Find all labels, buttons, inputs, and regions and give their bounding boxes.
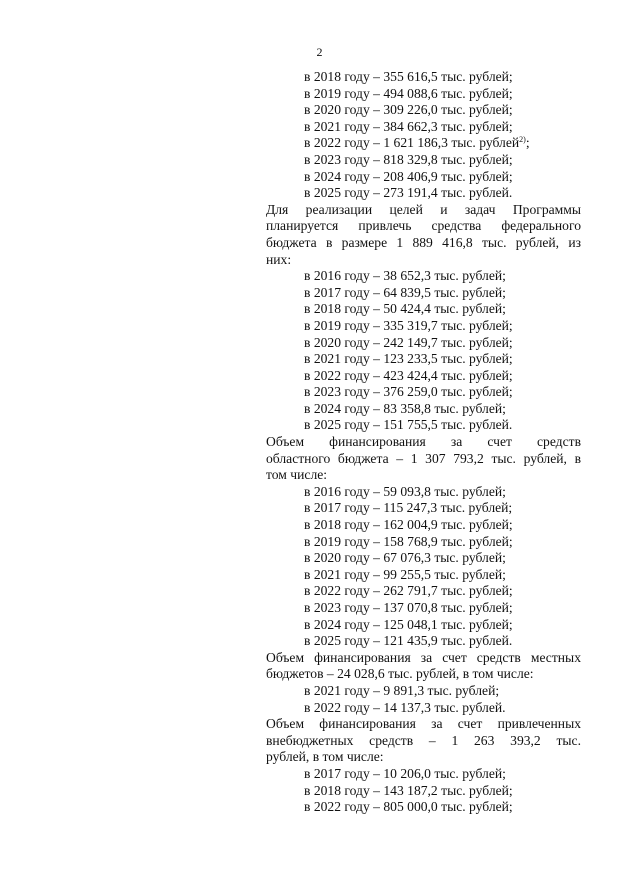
list-item: в 2025 году – 273 191,4 тыс. рублей. xyxy=(304,185,513,201)
text-column xyxy=(266,69,581,816)
list-item: в 2019 году – 335 319,7 тыс. рублей; xyxy=(304,317,513,333)
list-item: в 2021 году – 9 891,3 тыс. рублей; xyxy=(304,682,500,698)
list-item: в 2024 году – 208 406,9 тыс. рублей; xyxy=(304,168,513,184)
paragraph-line: бюджета в размере 1 889 416,8 тыс. рублей, из xyxy=(266,234,581,250)
local-budget-section xyxy=(266,650,581,716)
federal-budget-section xyxy=(266,202,581,434)
list-item: в 2021 году – 99 255,5 тыс. рублей; xyxy=(304,566,506,582)
paragraph-line: них: xyxy=(266,251,292,267)
list-item: в 2017 году – 64 839,5 тыс. рублей; xyxy=(304,284,506,300)
list-item: в 2021 году – 384 662,3 тыс. рублей; xyxy=(304,118,513,134)
list-item: в 2021 году – 123 233,5 тыс. рублей; xyxy=(304,351,513,367)
list-item: в 2024 году – 83 358,8 тыс. рублей; xyxy=(304,400,506,416)
list-item: в 2020 году – 309 226,0 тыс. рублей; xyxy=(304,102,513,118)
paragraph-line: планируется привлечь средства федерального xyxy=(266,218,581,234)
paragraph-line: Объем финансирования за счет привлеченных xyxy=(266,716,581,732)
list-item: в 2020 году – 67 076,3 тыс. рублей; xyxy=(304,550,506,566)
list-item: в 2018 году – 50 424,4 тыс. рублей; xyxy=(304,301,506,317)
list-item: в 2023 году – 376 259,0 тыс. рублей; xyxy=(304,384,513,400)
regional-budget-section xyxy=(266,434,581,650)
list-item: в 2019 году – 494 088,6 тыс. рублей; xyxy=(304,85,513,101)
paragraph-line: Объем финансирования за счет средств xyxy=(266,434,581,450)
list-item: в 2022 году – 423 424,4 тыс. рублей; xyxy=(304,367,513,383)
list-item: в 2016 году – 38 652,3 тыс. рублей; xyxy=(304,268,506,284)
list-item: в 2017 году – 115 247,3 тыс. рублей; xyxy=(304,500,513,516)
paragraph-line: Для реализации целей и задач Программы xyxy=(266,201,581,217)
funding-list-2018-2025 xyxy=(266,69,581,202)
list-item: в 2022 году – 805 000,0 тыс. рублей; xyxy=(304,799,513,815)
list-item-tail: ; xyxy=(525,135,530,151)
paragraph-line: бюджетов – 24 028,6 тыс. рублей, в том числе: xyxy=(266,666,534,682)
list-item: в 2016 году – 59 093,8 тыс. рублей; xyxy=(304,483,506,499)
list-item: в 2025 году – 151 755,5 тыс. рублей. xyxy=(304,417,513,433)
list-item: в 2017 году – 10 206,0 тыс. рублей; xyxy=(304,765,506,781)
paragraph-line: том числе: xyxy=(266,467,328,483)
paragraph-line: внебюджетных средств – 1 263 393,2 тыс. xyxy=(266,732,581,748)
extrabudgetary-section xyxy=(266,716,581,816)
footnote-mark: 2) xyxy=(519,135,526,145)
list-item: в 2018 году – 162 004,9 тыс. рублей; xyxy=(304,517,513,533)
list-item: в 2019 году – 158 768,9 тыс. рублей; xyxy=(304,533,513,549)
list-item: в 2023 году – 137 070,8 тыс. рублей; xyxy=(304,600,513,615)
list-item: в 2022 году – 14 137,3 тыс. рублей. xyxy=(304,699,506,715)
page-number: 2 xyxy=(316,45,323,59)
paragraph-line: областного бюджета – 1 307 793,2 тыс. рублей, в xyxy=(266,450,581,466)
list-item: в 2020 году – 242 149,7 тыс. рублей; xyxy=(304,334,513,350)
paragraph-line: Объем финансирования за счет средств местных xyxy=(266,649,581,665)
list-item: в 2018 году – 143 187,2 тыс. рублей; xyxy=(304,782,513,798)
paragraph-line: рублей, в том числе: xyxy=(266,749,384,765)
list-item: в 2018 году – 355 616,5 тыс. рублей; xyxy=(304,69,513,84)
list-item-with-footnote xyxy=(266,135,581,152)
list-item: в 2022 году – 262 791,7 тыс. рублей; xyxy=(304,583,513,599)
list-item-text: в 2022 году – 1 621 186,3 тыс. рублей xyxy=(304,135,520,151)
list-item: в 2024 году – 125 048,1 тыс. рублей; xyxy=(304,616,513,632)
list-item: в 2025 году – 121 435,9 тыс. рублей. xyxy=(304,633,513,649)
list-item: в 2023 году – 818 329,8 тыс. рублей; xyxy=(304,151,513,167)
